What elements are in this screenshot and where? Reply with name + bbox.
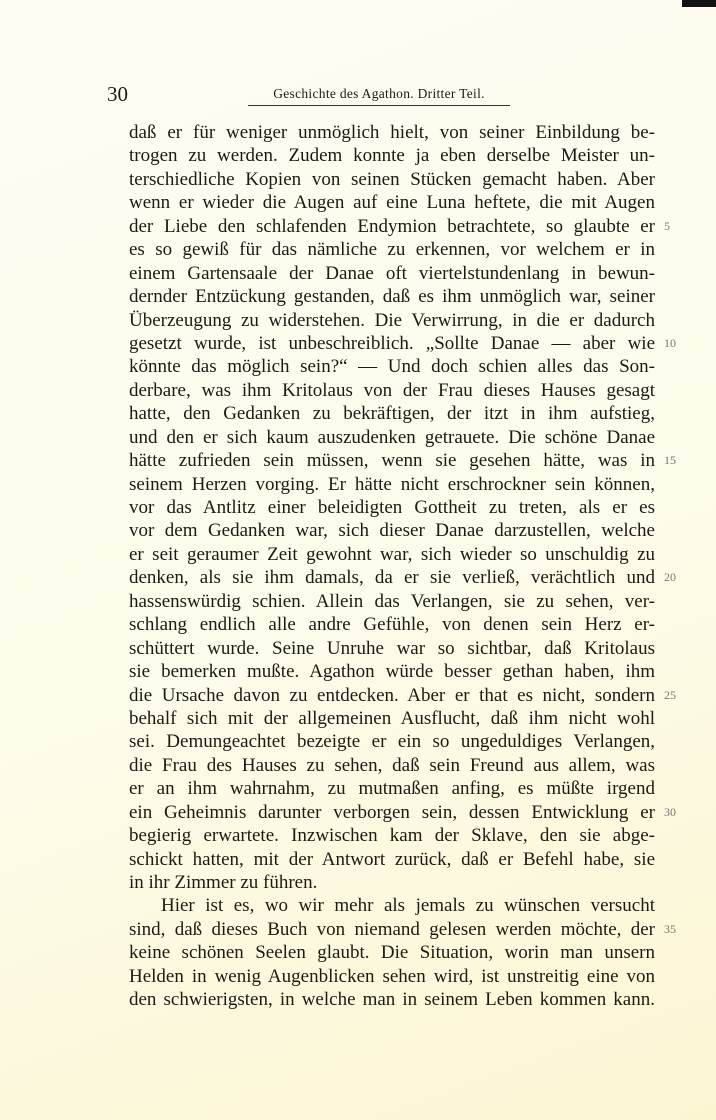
text-line-content: schlang endlich alle andre Gefühle, von denen sein Herz er- — [129, 614, 655, 636]
text-line-content: trogen zu werden. Zudem konnte ja eben derselbe Meister un- — [129, 145, 655, 167]
line-number: 15 — [664, 453, 676, 468]
text-line-content: könnte das möglich sein?“ — Und doch schien alles das Son- — [129, 356, 655, 378]
text-line-content: den schwierigsten, in welche man in seinem Leben kommen kann. — [129, 989, 655, 1011]
line-number: 5 — [664, 218, 670, 233]
text-line-content: terschiedliche Kopien von seinen Stücken gemacht haben. Aber — [129, 168, 655, 190]
text-line-content: wenn er wieder die Augen auf eine Luna heftete, die mit Augen — [129, 192, 655, 214]
text-line — [129, 519, 655, 542]
text-line-content: die Frau des Hauses zu sehen, daß sein Freund aus allem, was — [129, 754, 655, 776]
text-line — [129, 660, 655, 683]
text-line-content: denken, als sie ihm damals, da er sie verließ, verächtlich und — [129, 567, 655, 589]
page-number: 30 — [107, 82, 128, 106]
text-line — [129, 871, 655, 894]
text-line-content: Überzeugung zu widerstehen. Die Verwirrung, in die er dadurch — [129, 309, 655, 331]
text-line — [129, 730, 655, 753]
line-number: 30 — [664, 804, 676, 819]
text-line — [129, 894, 655, 917]
text-line-content: die Ursache davon zu entdecken. Aber er that es nicht, sondern — [129, 684, 655, 706]
text-line-content: schickt hatten, mit der Antwort zurück, daß er Befehl habe, sie — [129, 848, 655, 870]
text-line — [129, 824, 655, 847]
text-line — [129, 543, 655, 566]
text-line — [129, 613, 655, 636]
text-line-content: der Liebe den schlafenden Endymion betrachtete, so glaubte er — [129, 215, 655, 237]
text-line — [129, 426, 655, 449]
text-line-content: einem Gartensaale der Danae oft viertelstundenlang in bewun- — [129, 262, 655, 284]
text-line-content: hassenswürdig schien. Allein das Verlangen, sie zu sehen, ver- — [129, 590, 655, 612]
text-line — [129, 332, 676, 355]
text-line-content: Helden in wenig Augenblicken sehen wird, ist unstreitig eine von — [129, 965, 655, 987]
text-line — [129, 285, 655, 308]
text-line-content: ein Geheimnis darunter verborgen sein, dessen Entwicklung er — [129, 801, 655, 823]
text-line — [129, 121, 655, 144]
page-body-text — [129, 121, 676, 1012]
text-line — [129, 848, 655, 871]
text-line — [129, 801, 676, 824]
text-line — [129, 449, 676, 472]
text-line — [129, 707, 655, 730]
text-line — [129, 309, 655, 332]
text-line-content: vor das Antlitz einer beleidigten Gottheit zu treten, als er es — [129, 497, 655, 518]
text-line-content: dernder Entzückung gestanden, daß es ihm unmöglich war, seiner — [129, 286, 655, 308]
text-line — [129, 168, 655, 191]
text-line-content: sind, daß dieses Buch von niemand gelesen werden möchte, der — [129, 918, 655, 940]
text-line — [129, 941, 655, 964]
running-title: Geschichte des Agathon. Dritter Teil. — [248, 86, 510, 106]
text-line-content: vor dem Gedanken war, sich dieser Danae darzustellen, welche — [129, 520, 655, 542]
text-line — [129, 215, 670, 238]
line-number: 25 — [664, 687, 676, 702]
text-line — [129, 918, 676, 941]
text-line-content: er an ihm wahrnahm, zu mutmaßen anfing, es müßte irgend — [129, 778, 655, 800]
text-line — [129, 262, 655, 285]
text-line-content: hätte zufrieden sein müssen, wenn sie gesehen hätte, was in — [129, 450, 655, 472]
text-line — [129, 496, 655, 519]
text-line-content: seinem Herzen vorging. Er hätte nicht erschrockner sein können, — [129, 473, 655, 495]
text-line — [129, 988, 655, 1011]
line-number: 20 — [664, 570, 676, 585]
text-line — [129, 684, 676, 707]
text-line — [129, 144, 655, 167]
line-number: 10 — [664, 335, 676, 350]
text-line-content: begierig erwartete. Inzwischen kam der Sklave, den sie abge- — [129, 825, 655, 847]
line-number: 35 — [664, 921, 676, 936]
text-line-content: daß er für weniger unmöglich hielt, von seiner Einbildung be- — [129, 122, 655, 143]
text-line — [129, 191, 655, 214]
text-line-content: sei. Demungeachtet bezeigte er ein so ungeduldiges Verlangen, — [129, 731, 655, 753]
text-line-content: Hier ist es, wo wir mehr als jemals zu wünschen versucht — [161, 895, 655, 917]
text-line — [129, 379, 655, 402]
text-line-content: behalf sich mit der allgemeinen Ausflucht, daß ihm nicht wohl — [129, 707, 655, 729]
text-line-content: sie bemerken mußte. Agathon würde besser gethan haben, ihm — [129, 661, 655, 683]
text-line — [129, 566, 676, 589]
text-line-content: und den er sich kaum auszudenken getrauete. Die schöne Danae — [129, 426, 655, 448]
text-line — [129, 754, 655, 777]
text-line-content: er seit geraumer Zeit gewohnt war, sich wieder so unschuldig zu — [129, 543, 655, 565]
text-line-content: derbare, was ihm Kritolaus von der Frau dieses Hauses gesagt — [129, 379, 655, 401]
text-line — [129, 473, 655, 496]
text-line-content: gesetzt wurde, ist unbeschreiblich. „Sollte Danae — aber wie — [129, 332, 655, 354]
text-line-content: in ihr Zimmer zu führen. — [129, 872, 318, 893]
text-line — [129, 238, 655, 261]
text-line — [129, 355, 655, 378]
scan-edge-mark — [682, 0, 716, 7]
text-line — [129, 637, 655, 660]
text-line-content: hatte, den Gedanken zu bekräftigen, der itzt in ihm aufstieg, — [129, 403, 655, 425]
text-line — [129, 402, 655, 425]
text-line — [129, 590, 655, 613]
text-line — [129, 965, 655, 988]
text-line-content: es so gewiß für das nämliche zu erkennen, vor welchem er in — [129, 239, 655, 261]
text-line — [129, 777, 655, 800]
text-line-content: keine schönen Seelen glaubt. Die Situation, worin man unsern — [129, 942, 655, 964]
text-line-content: schüttert wurde. Seine Unruhe war so sichtbar, daß Kritolaus — [129, 637, 655, 659]
